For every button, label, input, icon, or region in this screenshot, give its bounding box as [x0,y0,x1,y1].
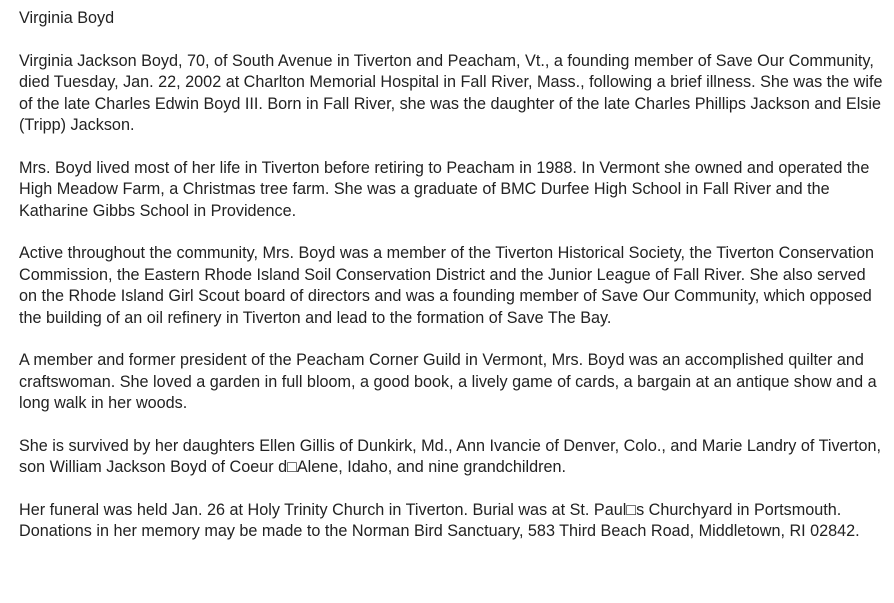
paragraph-interests: A member and former president of the Peacham Corner Guild in Vermont, Mrs. Boyd was an accomplished quilter and craftswoman. She loved a garden in full bloom, a good book, a lively game of cards, a bargain at an antique show and a long walk in her woods. [19,351,877,412]
paragraph-life-and-education: Mrs. Boyd lived most of her life in Tiverton before retiring to Peacham in 1988. In Vermont she owned and operated the High Meadow Farm, a Christmas tree farm. She was a graduate of BMC Durfee High School in Fall River and the Katharine Gibbs School in Providence. [19,158,870,220]
paragraph-biography: Virginia Jackson Boyd, 70, of South Avenue in Tiverton and Peacham, Vt., a founding member of Save Our Community, died Tuesday, Jan. 22, 2002 at Charlton Memorial Hospital in Fall River, Mass., following a brief illness. She was the wife of the late Charles Edwin Boyd III. Born in Fall River, she was the daughter of the late Charles Phillips Jackson and Elsie (Tripp) Jackson. [19,51,883,134]
paragraph-funeral-arrangements: Her funeral was held Jan. 26 at Holy Trinity Church in Tiverton. Burial was at St. Paul□s Churchyard in Portsmouth. Donations in her memory may be made to the Norman Bird Sanctuary, 583 Third Beach Road, Middletown, RI 02842. [19,500,860,540]
paragraph-survivors: She is survived by her daughters Ellen Gillis of Dunkirk, Md., Ann Ivancie of Denver, Colo., and Marie Landry of Tiverton, son William Jackson Boyd of Coeur d□Alene, Idaho, and nine grandchildren. [19,436,881,476]
obituary-document [19,8,884,543]
obituary-title: Virginia Boyd [19,9,115,27]
paragraph-community-activities: Active throughout the community, Mrs. Boyd was a member of the Tiverton Historical Society, the Tiverton Conservation Commission, the Eastern Rhode Island Soil Conservation District and the Junior League of Fall River. She also served on the Rhode Island Girl Scout board of directors and was a founding member of Save Our Community, which opposed the building of an oil refinery in Tiverton and lead to the formation of Save The Bay. [19,244,875,327]
